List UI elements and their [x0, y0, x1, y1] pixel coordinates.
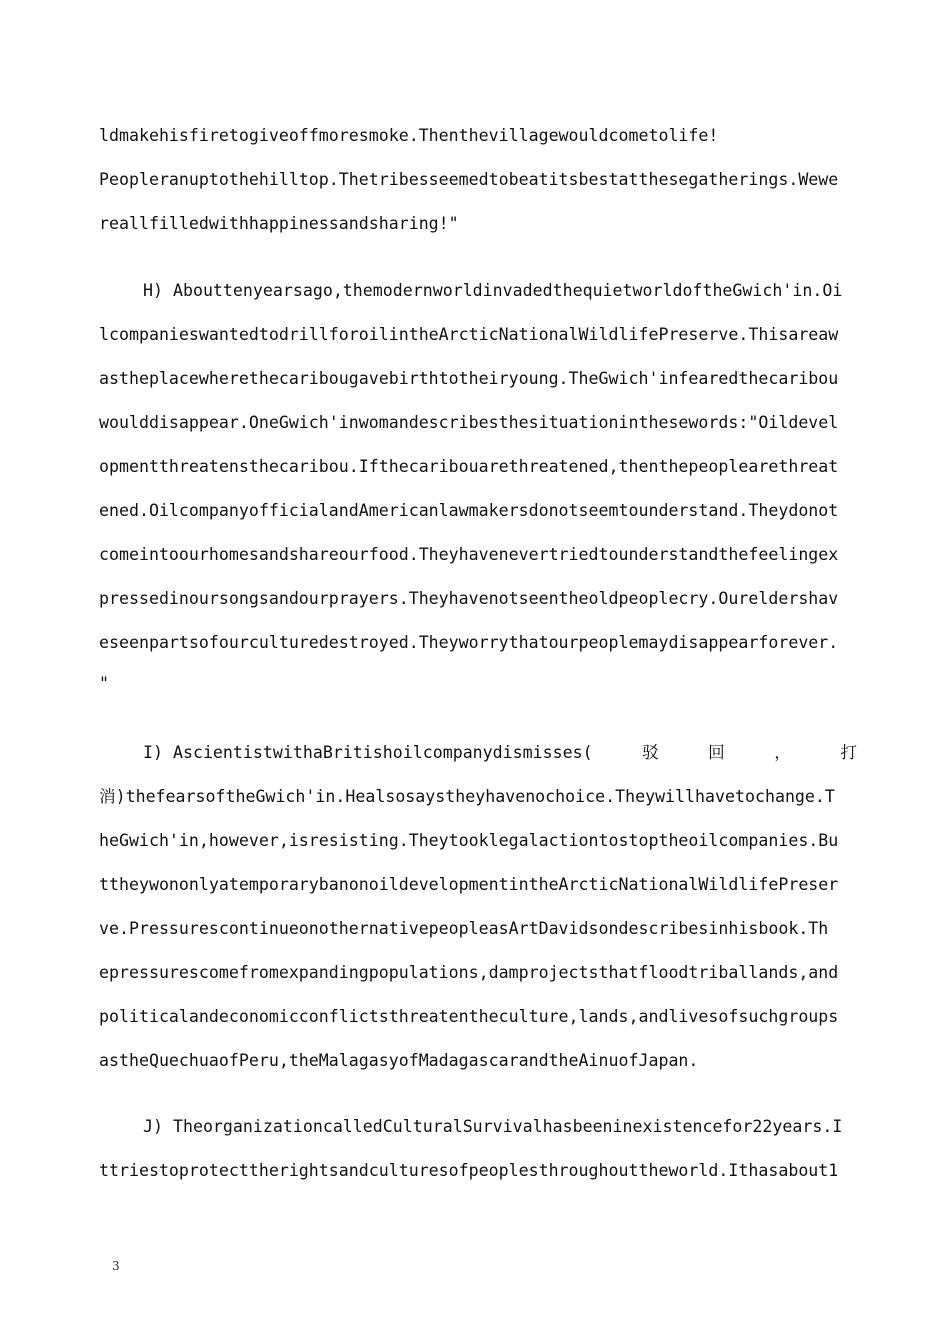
chinese-gloss-char: 驳 — [642, 743, 659, 762]
text-line: comeintoourhomesandshareourfood.Theyhavenevertriedtounderstandthefeelingex — [99, 545, 839, 564]
text-line: ttheywononlyatemporarybanonoildevelopmentintheArcticNationalWildlifePreser — [99, 875, 839, 894]
text-line: eseenpartsofourculturedestroyed.Theyworrythatourpeoplemaydisappearforever. — [99, 633, 839, 652]
chinese-gloss-char: 回 — [708, 743, 725, 762]
page-number: 3 — [112, 1259, 120, 1273]
text-line: astheplacewherethecaribougavebirthtotheiryoung.TheGwich'infearedthecaribou — [99, 369, 839, 388]
text-line: ldmakehisfiretogiveoffmoresmoke.Thenthevillagewouldcometolife! — [99, 126, 719, 145]
text-line: lcompanieswantedtodrillforoilintheArcticNationalWildlifePreserve.Thisareaw — [99, 325, 839, 344]
text-line: heGwich'in,however,isresisting.Theytooklegalactiontostoptheoilcompanies.Bu — [99, 831, 839, 850]
text-line: " — [99, 674, 109, 693]
text-line: Peopleranuptothehilltop.Thetribesseemedtobeatitsbestatthesegatherings.Wewe — [99, 170, 839, 189]
text-line: opmentthreatensthecaribou.Ifthecaribouarethreatened,thenthepeoplearethreat — [99, 457, 839, 476]
paragraph-i-first-line — [143, 741, 857, 765]
text-line: pressedinoursongsandourprayers.Theyhavenotseentheoldpeoplecry.Oureldershav — [99, 589, 839, 608]
paragraph-j-first-line: J) TheorganizationcalledCulturalSurvivalhasbeeninexistencefor22years.I — [143, 1117, 843, 1136]
text-line: ttriestoprotecttherightsandculturesofpeoplesthroughouttheworld.Ithasabout1 — [99, 1161, 839, 1180]
text-line: astheQuechuaofPeru,theMalagasyofMadagascarandtheAinuofJapan. — [99, 1051, 699, 1070]
text-line: ve.PressurescontinueonothernativepeopleasArtDavidsondescribesinhisbook.Th — [99, 919, 829, 938]
paragraph-h-first-line: H) Abouttenyearsago,themodernworldinvadedthequietworldoftheGwich'in.Oi — [143, 281, 843, 300]
text-line: 消)thefearsoftheGwich'in.Healsosaystheyhavenochoice.Theywillhavetochange.T — [99, 787, 835, 806]
text-line: ened.OilcompanyofficialandAmericanlawmakersdonotseemtounderstand.Theydonot — [99, 501, 839, 520]
text-line: politicalandeconomicconflictsthreatentheculture,lands,andlivesofsuchgroups — [99, 1007, 839, 1026]
chinese-gloss-char: ， — [774, 743, 791, 762]
chinese-gloss-char: 打 — [840, 743, 857, 762]
text-line: reallfilledwithhappinessandsharing!" — [99, 214, 459, 233]
text-segment: I) AscientistwithaBritishoilcompanydismisses( — [143, 743, 593, 762]
text-line: epressurescomefromexpandingpopulations,damprojectsthatfloodtriballands,and — [99, 963, 839, 982]
text-line: woulddisappear.OneGwich'inwomandescribesthesituationinthesewords:"Oildevel — [99, 413, 839, 432]
